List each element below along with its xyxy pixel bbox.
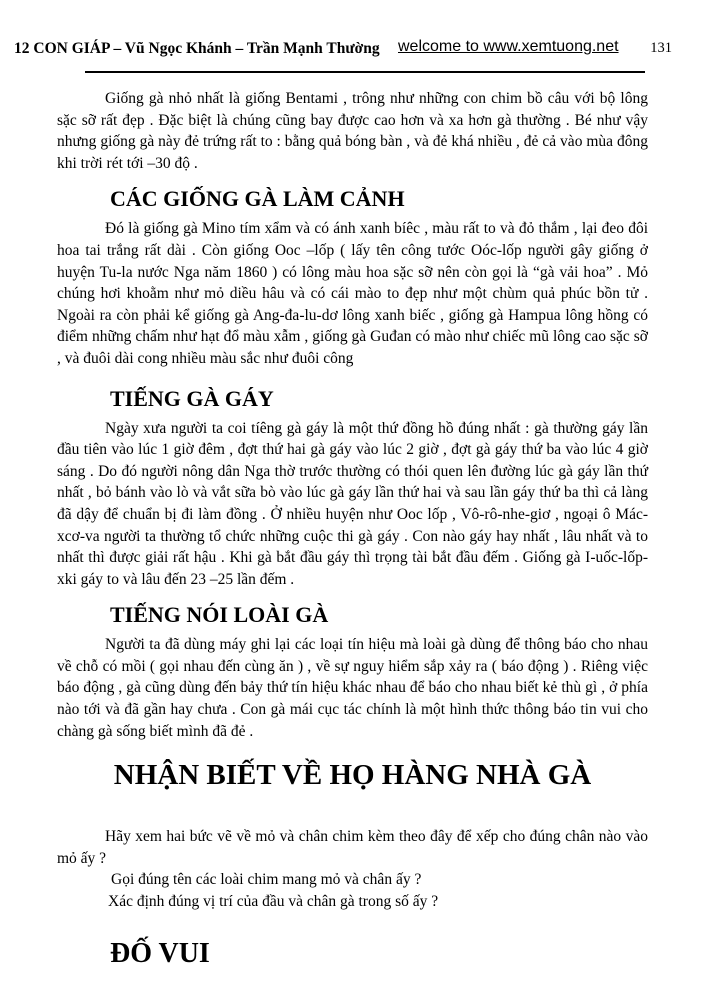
page-number: 131	[650, 40, 672, 56]
question-2: Gọi đúng tên các loài chim mang mỏ và chân ấy ?	[111, 871, 422, 889]
header-divider	[85, 71, 645, 73]
question-1: Hãy xem hai bức vẽ về mỏ và chân chim kèm theo đây để xếp cho đúng chân nào vào mỏ ấy ?	[57, 828, 648, 867]
page-header	[0, 38, 702, 62]
section-paragraph-rooster-crow: Ngày xưa người ta coi tíêng gà gáy là một thứ đồng hồ đúng nhất : gà thường gáy lần đầu tiên vào lúc 1 giờ đêm , đợt thứ hai gà gáy vào lúc 2 giờ , đợt gà gáy thứ ba vào lúc 4 giờ sáng . Do đó người nông dân Nga thờ trước thường có thói quen lên đường lúc gà gáy lần thứ nhất , bỏ bánh vào lò và vắt sữa bò vào lúc gà gáy lần thứ hai và sau lần gáy thứ ba thì cả làng đã dậy để chuẩn bị đi làm đồng . Ở nhiều huyện như Ooc lốp , Vô-rô-nhe-giơ , ngoại ô Mác-xcơ-va người ta thường tổ chức những cuộc thi gà gáy . Con nào gáy hay nhất , lâu nhất và to nhất thì được giải rất hậu . Khi gà bắt đầu gáy thì trọng tài bắt đầu đếm . Giống gà I-uốc-lốp-xki gáy to và lâu đến 23 –25 lần đếm .	[57, 419, 648, 588]
section-heading-rooster-crow: TIẾNG GÀ GÁY	[110, 385, 274, 411]
question-3: Xác định đúng vị trí của đầu và chân gà trong số ấy ?	[108, 893, 439, 911]
intro-paragraph: Giống gà nhỏ nhất là giống Bentami , trông như những con chim bồ câu với bộ lông sặc sỡ rất đẹp . Đặc biệt là chúng cũng bay được cao hơn và xa hơn gà thường . Bé như vậy nhưng giống gà này đẻ trứng rất to : bằng quả bóng bàn , và đẻ khá nhiều , đẻ cả vào mùa đông khi trời rét tới –30 độ .	[57, 90, 648, 172]
chapter-heading: NHẬN BIẾT VỀ HỌ HÀNG NHÀ GÀ	[113, 759, 592, 792]
section-paragraph-ornamental-breeds: Đó là giống gà Mino tím xẩm và có ánh xanh bíêc , màu rất to và đỏ thắm , lại đeo đôi hoa tai trắng rất dài . Còn giống Ooc –lốp ( lấy tên công tước Oóc-lốp người gây giống ở huyện Tu-la nước Nga năm 1860 ) có lông màu hoa sặc sỡ nên còn gọi là “gà vải hoa” . Mỏ chúng hơi khoằm như mỏ diều hâu và có cái mào to đẹp như một chùm quả phúc bồn tử . Ngoài ra còn phải kể giống gà Ang-đa-lu-dơ lông xanh biếc , giống gà Hampua lông hồng có điểm những chấm như hạt đổ màu xẫm , giống gà Guđan có mào như chiếc mũ lông cao sặc sỡ , và đuôi dài cong nhiều màu sắc như đuôi công	[57, 220, 648, 367]
site-link[interactable]: welcome to www.xemtuong.net	[398, 38, 619, 55]
section-heading-chicken-language: TIẾNG NÓI LOÀI GÀ	[110, 602, 329, 628]
page-content	[57, 88, 648, 971]
running-title: 12 CON GIÁP – Vũ Ngọc Khánh – Trần Mạnh Thường	[14, 40, 380, 57]
section-paragraph-chicken-language: Người ta đã dùng máy ghi lại các loại tín hiệu mà loài gà dùng để thông báo cho nhau về chỗ có mồi ( gọi nhau đến cùng ăn ) , về sự nguy hiểm sắp xảy ra ( báo động ) . Riêng việc báo động , gà cũng dùng đến bảy thứ tín hiệu khác nhau để báo cho nhau biết kẻ thù gì , ở phía nào tới và đã gần hay chưa . Con gà mái cục tác chính là một hình thức thông báo tin vui cho chàng gà sống biết mình đã đẻ .	[57, 636, 648, 740]
closing-heading: ĐỐ VUI	[110, 937, 210, 969]
section-heading-ornamental-breeds: CÁC GIỐNG GÀ LÀM CẢNH	[110, 186, 405, 212]
